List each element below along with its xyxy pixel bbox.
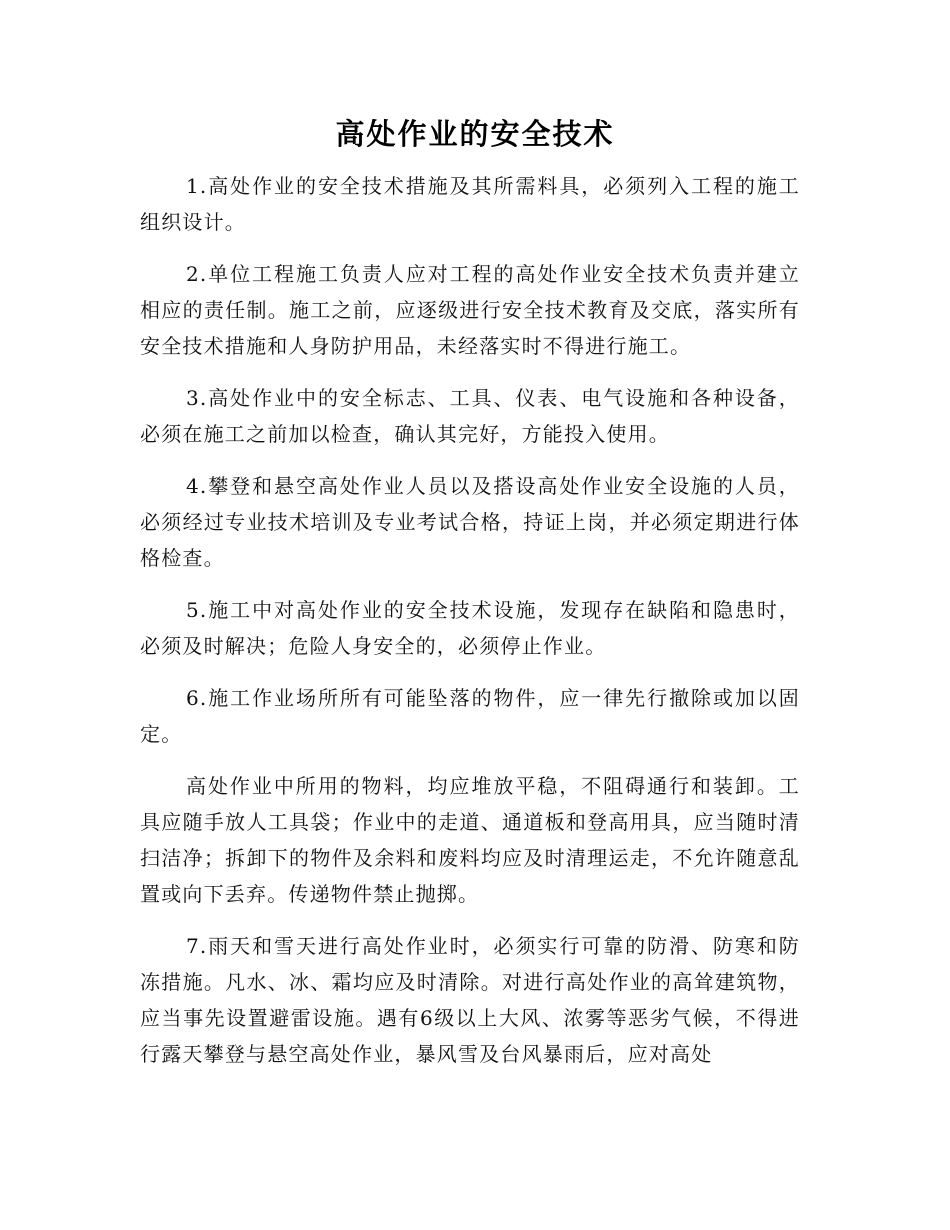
paragraph-3: 3.高处作业中的安全标志、工具、仪表、电气设施和各种设备，必须在施工之前加以检查，确认其完好，方能投入使用。: [140, 386, 800, 446]
paragraph-4: 4.攀登和悬空高处作业人员以及搭设高处作业安全设施的人员，必须经过专业技术培训及专业考试合格，持证上岗，并必须定期进行体格检查。: [140, 474, 800, 570]
paragraph-2: 2.单位工程施工负责人应对工程的高处作业安全技术负责并建立相应的责任制。施工之前，应逐级进行安全技术教育及交底，落实所有安全技术措施和人身防护用品，未经落实时不得进行施工。: [140, 262, 800, 358]
paragraph-1: 1.高处作业的安全技术措施及其所需料具，必须列入工程的施工组织设计。: [140, 174, 800, 234]
paragraph-materials: 高处作业中所用的物料，均应堆放平稳，不阻碍通行和装卸。工具应随手放人工具袋；作业中的走道、通道板和登高用具，应当随时清扫洁净；拆卸下的物件及余料和废料均应及时清理运走，不允许随意乱置或向下丢弃。传递物件禁止抛掷。: [140, 774, 800, 906]
paragraph-7: 7.雨天和雪天进行高处作业时，必须实行可靠的防滑、防寒和防冻措施。凡水、冰、霜均应及时清除。对进行高处作业的高耸建筑物，应当事先设置避雷设施。遇有6级以上大风、浓雾等恶劣气候，不得进行露天攀登与悬空高处作业，暴风雪及台风暴雨后，应对高处: [140, 934, 800, 1066]
document-body: [140, 168, 800, 1088]
paragraph-5: 5.施工中对高处作业的安全技术设施，发现存在缺陷和隐患时，必须及时解决；危险人身安全的，必须停止作业。: [140, 598, 800, 658]
document-title: 高处作业的安全技术: [335, 117, 615, 151]
paragraph-6: 6.施工作业场所所有可能坠落的物件，应一律先行撤除或加以固定。: [140, 686, 800, 746]
